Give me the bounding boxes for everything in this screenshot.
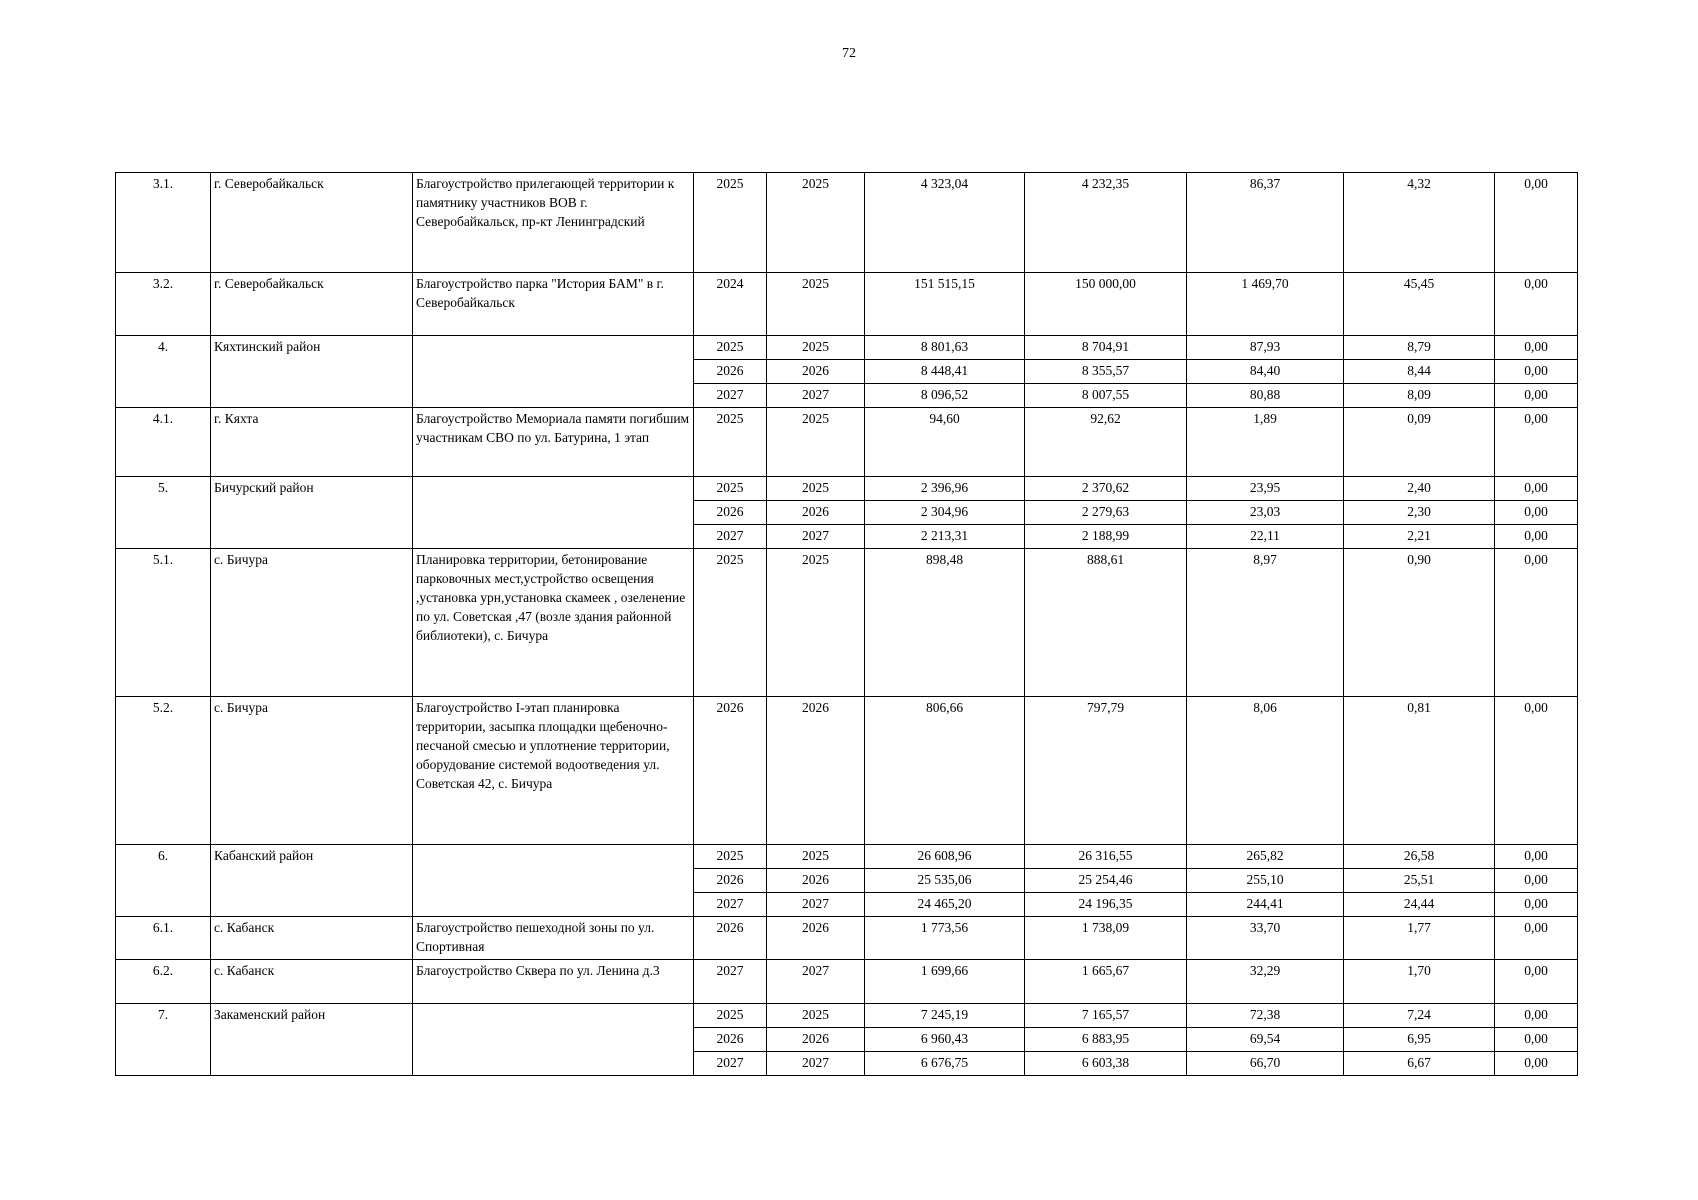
start-year-cell: 2027 xyxy=(694,893,767,917)
other-amount-cell: 0,00 xyxy=(1495,525,1578,549)
end-year-cell: 2027 xyxy=(767,384,865,408)
regional-amount-cell: 87,93 xyxy=(1187,336,1344,360)
other-amount-cell: 0,00 xyxy=(1495,869,1578,893)
start-year-cell: 2025 xyxy=(694,549,767,697)
start-year-cell: 2025 xyxy=(694,1004,767,1028)
regional-amount-cell: 32,29 xyxy=(1187,960,1344,1004)
total-amount-cell: 8 801,63 xyxy=(865,336,1025,360)
end-year-cell: 2025 xyxy=(767,845,865,869)
description-cell xyxy=(413,477,694,549)
local-amount-cell: 1,70 xyxy=(1344,960,1495,1004)
regional-amount-cell: 69,54 xyxy=(1187,1028,1344,1052)
federal-amount-cell: 8 007,55 xyxy=(1025,384,1187,408)
place-cell: г. Северобайкальск xyxy=(211,273,413,336)
other-amount-cell: 0,00 xyxy=(1495,408,1578,477)
regional-amount-cell: 66,70 xyxy=(1187,1052,1344,1076)
regional-amount-cell: 255,10 xyxy=(1187,869,1344,893)
end-year-cell: 2026 xyxy=(767,869,865,893)
item-number-cell: 4.1. xyxy=(116,408,211,477)
other-amount-cell: 0,00 xyxy=(1495,1004,1578,1028)
end-year-cell: 2027 xyxy=(767,893,865,917)
place-cell: с. Бичура xyxy=(211,549,413,697)
end-year-cell: 2026 xyxy=(767,1028,865,1052)
item-number-cell: 6.1. xyxy=(116,917,211,960)
total-amount-cell: 898,48 xyxy=(865,549,1025,697)
item-number-cell: 4. xyxy=(116,336,211,408)
federal-amount-cell: 2 279,63 xyxy=(1025,501,1187,525)
description-cell xyxy=(413,1004,694,1076)
start-year-cell: 2026 xyxy=(694,917,767,960)
local-amount-cell: 4,32 xyxy=(1344,173,1495,273)
local-amount-cell: 8,44 xyxy=(1344,360,1495,384)
start-year-cell: 2026 xyxy=(694,869,767,893)
item-number-cell: 7. xyxy=(116,1004,211,1076)
local-amount-cell: 6,67 xyxy=(1344,1052,1495,1076)
place-cell: с. Кабанск xyxy=(211,917,413,960)
start-year-cell: 2025 xyxy=(694,477,767,501)
other-amount-cell: 0,00 xyxy=(1495,697,1578,845)
table-row xyxy=(116,697,1578,845)
description-cell xyxy=(413,336,694,408)
local-amount-cell: 45,45 xyxy=(1344,273,1495,336)
other-amount-cell: 0,00 xyxy=(1495,360,1578,384)
item-number-cell: 5.2. xyxy=(116,697,211,845)
end-year-cell: 2025 xyxy=(767,477,865,501)
regional-amount-cell: 244,41 xyxy=(1187,893,1344,917)
regional-amount-cell: 23,03 xyxy=(1187,501,1344,525)
end-year-cell: 2025 xyxy=(767,408,865,477)
start-year-cell: 2025 xyxy=(694,173,767,273)
federal-amount-cell: 2 188,99 xyxy=(1025,525,1187,549)
table-row xyxy=(116,273,1578,336)
regional-amount-cell: 23,95 xyxy=(1187,477,1344,501)
end-year-cell: 2026 xyxy=(767,917,865,960)
end-year-cell: 2026 xyxy=(767,360,865,384)
place-cell: с. Бичура xyxy=(211,697,413,845)
total-amount-cell: 26 608,96 xyxy=(865,845,1025,869)
table-row xyxy=(116,408,1578,477)
other-amount-cell: 0,00 xyxy=(1495,173,1578,273)
regional-amount-cell: 80,88 xyxy=(1187,384,1344,408)
table-body xyxy=(116,173,1578,1076)
start-year-cell: 2027 xyxy=(694,525,767,549)
end-year-cell: 2025 xyxy=(767,336,865,360)
place-cell: Кабанский район xyxy=(211,845,413,917)
regional-amount-cell: 1,89 xyxy=(1187,408,1344,477)
table-row xyxy=(116,845,1578,869)
end-year-cell: 2027 xyxy=(767,1052,865,1076)
start-year-cell: 2026 xyxy=(694,360,767,384)
table-row xyxy=(116,1004,1578,1028)
local-amount-cell: 0,81 xyxy=(1344,697,1495,845)
federal-amount-cell: 888,61 xyxy=(1025,549,1187,697)
end-year-cell: 2027 xyxy=(767,525,865,549)
total-amount-cell: 2 304,96 xyxy=(865,501,1025,525)
end-year-cell: 2025 xyxy=(767,549,865,697)
federal-amount-cell: 6 883,95 xyxy=(1025,1028,1187,1052)
place-cell: Кяхтинский район xyxy=(211,336,413,408)
federal-amount-cell: 26 316,55 xyxy=(1025,845,1187,869)
total-amount-cell: 24 465,20 xyxy=(865,893,1025,917)
regional-amount-cell: 33,70 xyxy=(1187,917,1344,960)
total-amount-cell: 2 396,96 xyxy=(865,477,1025,501)
description-cell: Благоустройство прилегающей территории к памятнику участников ВОВ г. Северобайкальск, пр-кт Ленинградский xyxy=(413,173,694,273)
total-amount-cell: 6 960,43 xyxy=(865,1028,1025,1052)
other-amount-cell: 0,00 xyxy=(1495,1028,1578,1052)
local-amount-cell: 7,24 xyxy=(1344,1004,1495,1028)
other-amount-cell: 0,00 xyxy=(1495,845,1578,869)
local-amount-cell: 26,58 xyxy=(1344,845,1495,869)
other-amount-cell: 0,00 xyxy=(1495,273,1578,336)
regional-amount-cell: 22,11 xyxy=(1187,525,1344,549)
start-year-cell: 2025 xyxy=(694,845,767,869)
regional-amount-cell: 8,97 xyxy=(1187,549,1344,697)
item-number-cell: 3.1. xyxy=(116,173,211,273)
federal-amount-cell: 8 704,91 xyxy=(1025,336,1187,360)
local-amount-cell: 0,09 xyxy=(1344,408,1495,477)
total-amount-cell: 1 773,56 xyxy=(865,917,1025,960)
item-number-cell: 6.2. xyxy=(116,960,211,1004)
local-amount-cell: 8,09 xyxy=(1344,384,1495,408)
start-year-cell: 2026 xyxy=(694,697,767,845)
description-cell: Благоустройство Мемориала памяти погибшим участникам СВО по ул. Батурина, 1 этап xyxy=(413,408,694,477)
total-amount-cell: 25 535,06 xyxy=(865,869,1025,893)
local-amount-cell: 1,77 xyxy=(1344,917,1495,960)
total-amount-cell: 1 699,66 xyxy=(865,960,1025,1004)
start-year-cell: 2025 xyxy=(694,408,767,477)
federal-amount-cell: 25 254,46 xyxy=(1025,869,1187,893)
other-amount-cell: 0,00 xyxy=(1495,917,1578,960)
table-row xyxy=(116,173,1578,273)
local-amount-cell: 8,79 xyxy=(1344,336,1495,360)
description-cell: Благоустройство парка "История БАМ" в г. Северобайкальск xyxy=(413,273,694,336)
start-year-cell: 2027 xyxy=(694,1052,767,1076)
start-year-cell: 2024 xyxy=(694,273,767,336)
start-year-cell: 2026 xyxy=(694,1028,767,1052)
federal-amount-cell: 150 000,00 xyxy=(1025,273,1187,336)
place-cell: с. Кабанск xyxy=(211,960,413,1004)
end-year-cell: 2025 xyxy=(767,173,865,273)
end-year-cell: 2025 xyxy=(767,1004,865,1028)
start-year-cell: 2025 xyxy=(694,336,767,360)
local-amount-cell: 2,21 xyxy=(1344,525,1495,549)
regional-amount-cell: 8,06 xyxy=(1187,697,1344,845)
item-number-cell: 5. xyxy=(116,477,211,549)
end-year-cell: 2025 xyxy=(767,273,865,336)
regional-amount-cell: 86,37 xyxy=(1187,173,1344,273)
table-row xyxy=(116,549,1578,697)
local-amount-cell: 2,40 xyxy=(1344,477,1495,501)
other-amount-cell: 0,00 xyxy=(1495,477,1578,501)
federal-amount-cell: 8 355,57 xyxy=(1025,360,1187,384)
other-amount-cell: 0,00 xyxy=(1495,501,1578,525)
place-cell: Бичурский район xyxy=(211,477,413,549)
federal-amount-cell: 24 196,35 xyxy=(1025,893,1187,917)
start-year-cell: 2026 xyxy=(694,501,767,525)
other-amount-cell: 0,00 xyxy=(1495,893,1578,917)
total-amount-cell: 8 448,41 xyxy=(865,360,1025,384)
federal-amount-cell: 1 665,67 xyxy=(1025,960,1187,1004)
regional-amount-cell: 84,40 xyxy=(1187,360,1344,384)
start-year-cell: 2027 xyxy=(694,384,767,408)
page-number: 72 xyxy=(842,46,856,61)
federal-amount-cell: 797,79 xyxy=(1025,697,1187,845)
total-amount-cell: 2 213,31 xyxy=(865,525,1025,549)
local-amount-cell: 2,30 xyxy=(1344,501,1495,525)
table-row xyxy=(116,477,1578,501)
total-amount-cell: 151 515,15 xyxy=(865,273,1025,336)
place-cell: г. Северобайкальск xyxy=(211,173,413,273)
regional-amount-cell: 1 469,70 xyxy=(1187,273,1344,336)
description-cell: Благоустройство пешеходной зоны по ул. Спортивная xyxy=(413,917,694,960)
end-year-cell: 2026 xyxy=(767,697,865,845)
total-amount-cell: 806,66 xyxy=(865,697,1025,845)
other-amount-cell: 0,00 xyxy=(1495,960,1578,1004)
regional-amount-cell: 72,38 xyxy=(1187,1004,1344,1028)
table-row xyxy=(116,917,1578,960)
table-row xyxy=(116,960,1578,1004)
end-year-cell: 2027 xyxy=(767,960,865,1004)
other-amount-cell: 0,00 xyxy=(1495,549,1578,697)
description-cell: Планировка территории, бетонирование парковочных мест,устройство освещения ,установка урн,установка скамеек , озеленение по ул. Советская ,47 (возле здания районной библиотеки), с. Бичура xyxy=(413,549,694,697)
federal-amount-cell: 92,62 xyxy=(1025,408,1187,477)
description-cell xyxy=(413,845,694,917)
local-amount-cell: 24,44 xyxy=(1344,893,1495,917)
federal-amount-cell: 4 232,35 xyxy=(1025,173,1187,273)
place-cell: г. Кяхта xyxy=(211,408,413,477)
local-amount-cell: 25,51 xyxy=(1344,869,1495,893)
federal-amount-cell: 7 165,57 xyxy=(1025,1004,1187,1028)
total-amount-cell: 8 096,52 xyxy=(865,384,1025,408)
item-number-cell: 3.2. xyxy=(116,273,211,336)
description-cell: Благоустройство Сквера по ул. Ленина д.3 xyxy=(413,960,694,1004)
regional-amount-cell: 265,82 xyxy=(1187,845,1344,869)
local-amount-cell: 6,95 xyxy=(1344,1028,1495,1052)
item-number-cell: 6. xyxy=(116,845,211,917)
local-amount-cell: 0,90 xyxy=(1344,549,1495,697)
other-amount-cell: 0,00 xyxy=(1495,384,1578,408)
description-cell: Благоустройство I-этап планировка территории, засыпка площадки щебеночно-песчаной смесью и уплотнение территории, оборудование системой водоотведения ул. Советская 42, с. Бичура xyxy=(413,697,694,845)
place-cell: Закаменский район xyxy=(211,1004,413,1076)
federal-amount-cell: 1 738,09 xyxy=(1025,917,1187,960)
start-year-cell: 2027 xyxy=(694,960,767,1004)
total-amount-cell: 6 676,75 xyxy=(865,1052,1025,1076)
other-amount-cell: 0,00 xyxy=(1495,1052,1578,1076)
total-amount-cell: 94,60 xyxy=(865,408,1025,477)
federal-amount-cell: 2 370,62 xyxy=(1025,477,1187,501)
item-number-cell: 5.1. xyxy=(116,549,211,697)
end-year-cell: 2026 xyxy=(767,501,865,525)
budget-table xyxy=(115,172,1578,1076)
federal-amount-cell: 6 603,38 xyxy=(1025,1052,1187,1076)
total-amount-cell: 7 245,19 xyxy=(865,1004,1025,1028)
table-row xyxy=(116,336,1578,360)
total-amount-cell: 4 323,04 xyxy=(865,173,1025,273)
other-amount-cell: 0,00 xyxy=(1495,336,1578,360)
